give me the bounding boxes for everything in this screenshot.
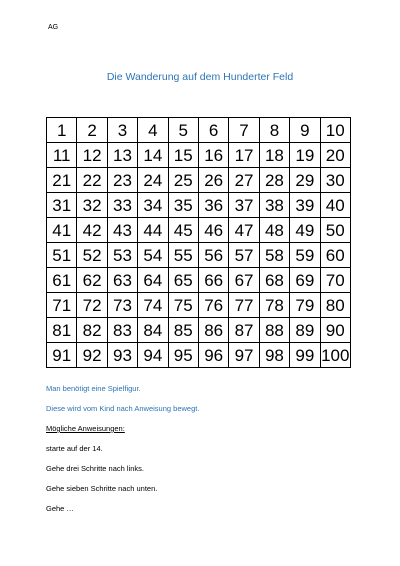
grid-cell: 14 bbox=[138, 143, 168, 168]
instruction-item: Gehe sieben Schritte nach unten. bbox=[46, 484, 158, 493]
grid-cell: 73 bbox=[107, 293, 137, 318]
grid-cell: 89 bbox=[290, 318, 320, 343]
grid-cell: 65 bbox=[168, 268, 198, 293]
grid-cell: 98 bbox=[259, 343, 289, 368]
grid-cell: 93 bbox=[107, 343, 137, 368]
grid-cell: 81 bbox=[47, 318, 77, 343]
grid-cell: 96 bbox=[198, 343, 228, 368]
grid-cell: 45 bbox=[168, 218, 198, 243]
grid-cell: 5 bbox=[168, 118, 198, 143]
grid-cell: 43 bbox=[107, 218, 137, 243]
note-line-2: Diese wird vom Kind nach Anweisung bewegt. bbox=[46, 404, 200, 413]
grid-cell: 1 bbox=[47, 118, 77, 143]
instruction-item: Gehe … bbox=[46, 504, 74, 513]
grid-cell: 91 bbox=[47, 343, 77, 368]
grid-cell: 63 bbox=[107, 268, 137, 293]
grid-cell: 38 bbox=[259, 193, 289, 218]
grid-row bbox=[47, 293, 351, 318]
grid-row bbox=[47, 168, 351, 193]
grid-row bbox=[47, 193, 351, 218]
grid-cell: 6 bbox=[198, 118, 228, 143]
grid-row bbox=[47, 318, 351, 343]
grid-cell: 84 bbox=[138, 318, 168, 343]
grid-cell: 29 bbox=[290, 168, 320, 193]
grid-cell: 15 bbox=[168, 143, 198, 168]
grid-cell: 53 bbox=[107, 243, 137, 268]
grid-cell: 11 bbox=[47, 143, 77, 168]
grid-row bbox=[47, 118, 351, 143]
grid-cell: 30 bbox=[320, 168, 350, 193]
grid-cell: 7 bbox=[229, 118, 259, 143]
grid-cell: 35 bbox=[168, 193, 198, 218]
grid-cell: 47 bbox=[229, 218, 259, 243]
grid-cell: 42 bbox=[77, 218, 107, 243]
grid-cell: 25 bbox=[168, 168, 198, 193]
grid-cell: 28 bbox=[259, 168, 289, 193]
grid-cell: 54 bbox=[138, 243, 168, 268]
grid-cell: 90 bbox=[320, 318, 350, 343]
grid-cell: 4 bbox=[138, 118, 168, 143]
grid-cell: 16 bbox=[198, 143, 228, 168]
grid-cell: 61 bbox=[47, 268, 77, 293]
grid-cell: 13 bbox=[107, 143, 137, 168]
grid-cell: 71 bbox=[47, 293, 77, 318]
grid-cell: 83 bbox=[107, 318, 137, 343]
grid-cell: 58 bbox=[259, 243, 289, 268]
grid-cell: 49 bbox=[290, 218, 320, 243]
grid-cell: 77 bbox=[229, 293, 259, 318]
grid-cell: 88 bbox=[259, 318, 289, 343]
grid-cell: 76 bbox=[198, 293, 228, 318]
grid-cell: 8 bbox=[259, 118, 289, 143]
grid-cell: 68 bbox=[259, 268, 289, 293]
grid-cell: 60 bbox=[320, 243, 350, 268]
grid-cell: 85 bbox=[168, 318, 198, 343]
grid-row bbox=[47, 268, 351, 293]
grid-cell: 27 bbox=[229, 168, 259, 193]
note-line-1: Man benötigt eine Spielfigur. bbox=[46, 384, 141, 393]
grid-cell: 34 bbox=[138, 193, 168, 218]
grid-row bbox=[47, 218, 351, 243]
grid-cell: 46 bbox=[198, 218, 228, 243]
grid-cell: 95 bbox=[168, 343, 198, 368]
grid-cell: 32 bbox=[77, 193, 107, 218]
grid-cell: 48 bbox=[259, 218, 289, 243]
grid-cell: 67 bbox=[229, 268, 259, 293]
grid-cell: 3 bbox=[107, 118, 137, 143]
grid-cell: 37 bbox=[229, 193, 259, 218]
grid-cell: 41 bbox=[47, 218, 77, 243]
grid-cell: 87 bbox=[229, 318, 259, 343]
grid-cell: 24 bbox=[138, 168, 168, 193]
grid-cell: 72 bbox=[77, 293, 107, 318]
grid-cell: 69 bbox=[290, 268, 320, 293]
grid-cell: 51 bbox=[47, 243, 77, 268]
grid-cell: 2 bbox=[77, 118, 107, 143]
grid-cell: 21 bbox=[47, 168, 77, 193]
grid-cell: 50 bbox=[320, 218, 350, 243]
grid-cell: 92 bbox=[77, 343, 107, 368]
grid-cell: 52 bbox=[77, 243, 107, 268]
grid-cell: 44 bbox=[138, 218, 168, 243]
grid-cell: 19 bbox=[290, 143, 320, 168]
instructions-heading: Mögliche Anweisungen: bbox=[46, 424, 125, 433]
grid-cell: 82 bbox=[77, 318, 107, 343]
grid-cell: 86 bbox=[198, 318, 228, 343]
grid-cell: 79 bbox=[290, 293, 320, 318]
grid-cell: 100 bbox=[320, 343, 350, 368]
grid-cell: 66 bbox=[198, 268, 228, 293]
grid-cell: 18 bbox=[259, 143, 289, 168]
grid-cell: 97 bbox=[229, 343, 259, 368]
instruction-item: starte auf der 14. bbox=[46, 444, 103, 453]
grid-cell: 99 bbox=[290, 343, 320, 368]
grid-cell: 17 bbox=[229, 143, 259, 168]
grid-cell: 70 bbox=[320, 268, 350, 293]
grid-cell: 36 bbox=[198, 193, 228, 218]
grid-cell: 39 bbox=[290, 193, 320, 218]
grid-cell: 74 bbox=[138, 293, 168, 318]
grid-cell: 59 bbox=[290, 243, 320, 268]
grid-row bbox=[47, 343, 351, 368]
grid-cell: 64 bbox=[138, 268, 168, 293]
grid-cell: 40 bbox=[320, 193, 350, 218]
grid-cell: 23 bbox=[107, 168, 137, 193]
header-tag: AG bbox=[48, 24, 59, 31]
grid-cell: 55 bbox=[168, 243, 198, 268]
grid-cell: 10 bbox=[320, 118, 350, 143]
grid-cell: 57 bbox=[229, 243, 259, 268]
grid-cell: 26 bbox=[198, 168, 228, 193]
hundred-grid bbox=[46, 117, 351, 368]
grid-cell: 22 bbox=[77, 168, 107, 193]
grid-row bbox=[47, 143, 351, 168]
grid-cell: 9 bbox=[290, 118, 320, 143]
instruction-item: Gehe drei Schritte nach links. bbox=[46, 464, 144, 473]
page-title: Die Wanderung auf dem Hunderter Feld bbox=[106, 71, 294, 83]
grid-cell: 78 bbox=[259, 293, 289, 318]
grid-row bbox=[47, 243, 351, 268]
grid-cell: 20 bbox=[320, 143, 350, 168]
grid-cell: 12 bbox=[77, 143, 107, 168]
grid-cell: 80 bbox=[320, 293, 350, 318]
grid-cell: 75 bbox=[168, 293, 198, 318]
grid-cell: 33 bbox=[107, 193, 137, 218]
notes-section bbox=[46, 384, 199, 524]
grid-cell: 94 bbox=[138, 343, 168, 368]
grid-cell: 31 bbox=[47, 193, 77, 218]
grid-cell: 56 bbox=[198, 243, 228, 268]
grid-cell: 62 bbox=[77, 268, 107, 293]
